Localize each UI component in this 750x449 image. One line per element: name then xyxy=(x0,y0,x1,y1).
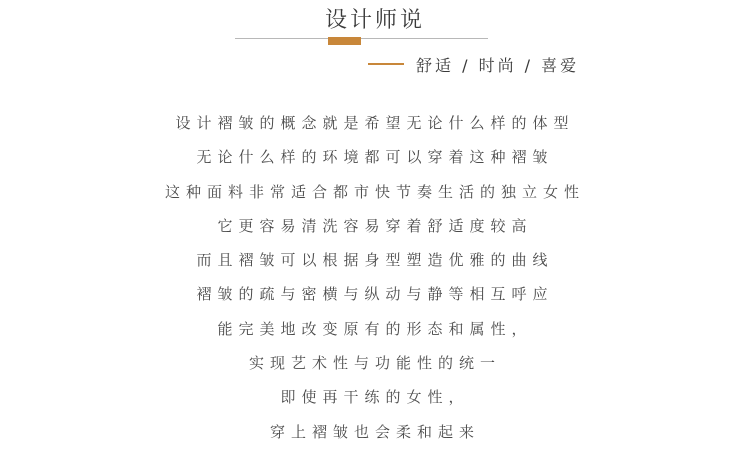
statement-line: 无论什么样的环境都可以穿着这种褶皱 xyxy=(196,148,554,167)
statement-line: 设计褶皱的概念就是希望无论什么样的体型 xyxy=(175,114,575,132)
subtitle-row xyxy=(368,52,579,76)
statement-line: 实现艺术性与功能性的统一 xyxy=(248,354,501,373)
statement-line: 褶皱的疏与密横与纵动与静等相互呼应 xyxy=(196,285,554,304)
statement-line: 穿上褶皱也会柔和起来 xyxy=(269,422,480,441)
title-divider xyxy=(235,38,488,39)
statement-line: 能完美地改变原有的形态和属性， xyxy=(217,319,533,338)
subtitle-accent-line xyxy=(368,63,404,65)
statement-line: 这种面料非常适合都市快节奏生活的独立女性 xyxy=(164,182,585,201)
title-accent-bar xyxy=(328,37,361,45)
statement-line: 它更容易清洗容易穿着舒适度较高 xyxy=(217,216,533,235)
designer-statement xyxy=(0,106,750,449)
statement-line: 而且褶皱可以根据身型塑造优雅的曲线 xyxy=(196,251,554,270)
subtitle-tags: 舒适 / 时尚 / 喜爱 xyxy=(416,55,580,75)
page-title: 设计师说 xyxy=(324,8,425,33)
statement-line: 即使再干练的女性， xyxy=(280,388,470,407)
